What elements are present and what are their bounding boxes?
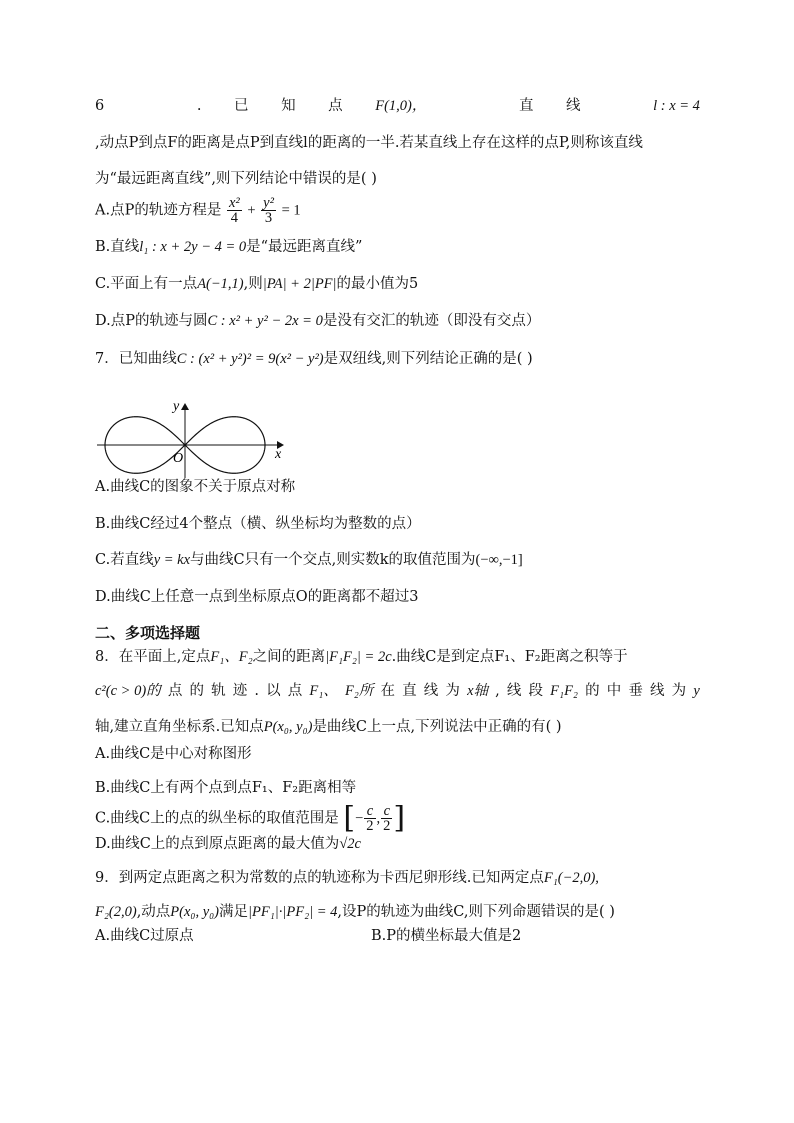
q6-line2: ,动点P到点F的距离是点P到直线l的距离的一半.若某直线上存在这样的点P,则称该直线 xyxy=(95,135,643,151)
q9-options xyxy=(95,926,705,946)
q8-option-b: B.曲线C上有两个点到点F₁、F₂距离相等 xyxy=(95,780,357,796)
x-axis-label: x xyxy=(275,447,282,462)
q6-line3: 为“最远距离直线”,则下列结论中错误的是( ) xyxy=(95,171,377,187)
lemniscate-figure xyxy=(97,398,297,480)
q9-option-b: B.P的横坐标最大值是2 xyxy=(371,928,522,944)
q8-line1: 8．在平面上,定点F₁、F₂之间的距离|F₁F₂| = 2c.曲线C是到定点F₁、F₂距离之积等于 xyxy=(95,649,628,665)
fraction: $\frac{c}{2}$ xyxy=(366,803,374,834)
q7-stem: 7．已知曲线C : (x² + y²)² = 9(x² − y²)是双纽线,则下列结论正确的是( ) xyxy=(95,351,533,367)
section-heading: 二、多项选择题 xyxy=(95,624,201,642)
q6-number: 6 xyxy=(95,98,105,114)
q7-option-c: C.若直线y = kx与曲线C只有一个交点,则实数k的取值范围为(−∞,−1] xyxy=(95,552,523,568)
q8-option-c: C.曲线C上的点的纵坐标的取值范围是 [− $\frac{c}{2}$ , $\frac{c}{2}$ ] xyxy=(95,800,406,836)
q6-line1: 6 . 已 知 点 F(1,0)， 直 线 l : x = 4 xyxy=(95,98,700,114)
y-axis-label: y xyxy=(173,399,180,414)
q6-option-d: D.点P的轨迹与圆C : x² + y² − 2x = 0是没有交汇的轨迹（即没有交点） xyxy=(95,313,541,329)
exam-page xyxy=(95,96,705,944)
q7-option-b: B.曲线C经过4个整点（横、纵坐标均为整数的点） xyxy=(95,516,421,532)
q8-line2: c²(c > 0)的 点 的 轨 迹 . 以 点 F₁、 F₂所 在 直 线 为 x轴 , 线 段 F₁F₂ 的 中 垂 线 为 y xyxy=(95,683,700,699)
q9-line2: F₂(2,0),动点P(x₀, y₀)满足|PF₁|·|PF₂| = 4,设P的轨迹为曲线C,则下列命题错误的是( ) xyxy=(95,904,615,920)
q6-option-a: A.点P的轨迹方程是 $\frac{\text{x²}}{4}$ + $\frac{\text{y²}}{3}$ = 1 xyxy=(95,195,301,226)
q9-option-a: A.曲线C过原点 xyxy=(95,928,194,944)
fraction: $\frac{\text{y²}}{3}$ xyxy=(263,195,274,226)
q8-option-d: D.曲线C上的点到原点距离的最大值为√2c xyxy=(95,836,361,852)
q6-option-b: B.直线l₁ : x + 2y − 4 = 0是“最远距离直线” xyxy=(95,239,363,255)
q8-option-a: A.曲线C是中心对称图形 xyxy=(95,746,252,762)
fraction: $\frac{c}{2}$ xyxy=(383,803,391,834)
q8-line3: 轴,建立直角坐标系.已知点P(x₀, y₀)是曲线C上一点,下列说法中正确的有( ) xyxy=(95,719,562,735)
q9-line1: 9．到两定点距离之积为常数的点的轨迹称为卡西尼卵形线.已知两定点F₁(−2,0), xyxy=(95,870,599,886)
fraction: $\frac{\text{x²}}{4}$ xyxy=(228,195,240,226)
q7-option-a: A.曲线C的图象不关于原点对称 xyxy=(95,479,296,495)
origin-label: O xyxy=(173,451,184,466)
q7-option-d: D.曲线C上任意一点到坐标原点O的距离都不超过3 xyxy=(95,589,419,605)
q6-option-c: C.平面上有一点A(−1,1),则|PA| + 2|PF|的最小值为5 xyxy=(95,276,419,292)
